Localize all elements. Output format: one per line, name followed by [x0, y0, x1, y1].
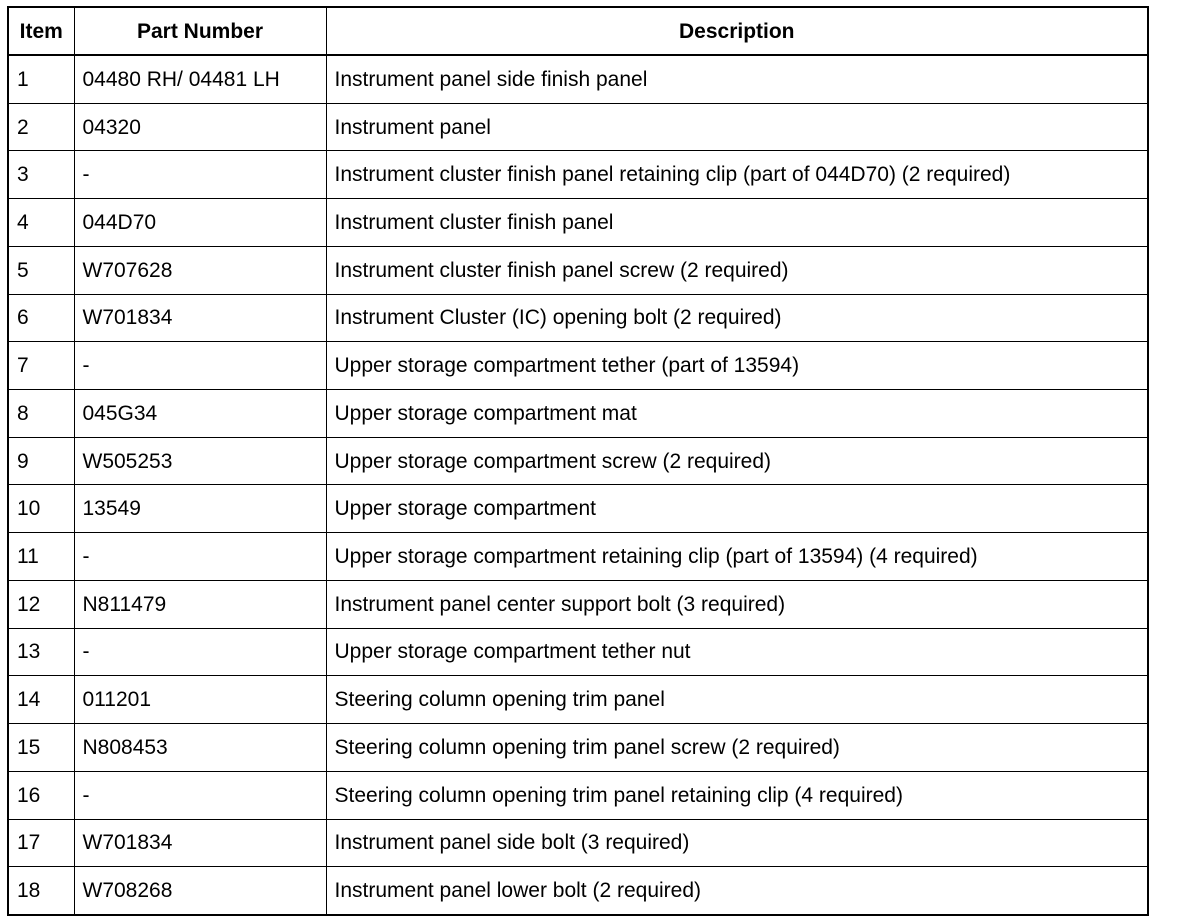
- header-part-number: Part Number: [74, 7, 326, 55]
- description-cell: Upper storage compartment retaining clip (part of 13594) (4 required): [326, 533, 1148, 581]
- table-row: [8, 342, 1148, 390]
- item-cell: 4: [8, 199, 74, 247]
- part-number-cell: 04480 RH/ 04481 LH: [74, 55, 326, 103]
- part-number-cell: W701834: [74, 294, 326, 342]
- header-description: Description: [326, 7, 1148, 55]
- part-number-cell: -: [74, 342, 326, 390]
- item-cell: 8: [8, 390, 74, 438]
- description-cell: Steering column opening trim panel screw (2 required): [326, 724, 1148, 772]
- item-cell: 15: [8, 724, 74, 772]
- item-cell: 9: [8, 437, 74, 485]
- table-row: [8, 294, 1148, 342]
- table-row: [8, 151, 1148, 199]
- item-cell: 12: [8, 580, 74, 628]
- table-row: [8, 199, 1148, 247]
- part-number-cell: 13549: [74, 485, 326, 533]
- table-row: [8, 676, 1148, 724]
- part-number-cell: -: [74, 771, 326, 819]
- part-number-cell: N808453: [74, 724, 326, 772]
- table-row: [8, 771, 1148, 819]
- part-number-cell: -: [74, 628, 326, 676]
- part-number-cell: -: [74, 533, 326, 581]
- part-number-cell: 011201: [74, 676, 326, 724]
- table-row: [8, 103, 1148, 151]
- table-row: [8, 437, 1148, 485]
- part-number-cell: W701834: [74, 819, 326, 867]
- item-cell: 17: [8, 819, 74, 867]
- part-number-cell: 04320: [74, 103, 326, 151]
- parts-table: [7, 6, 1149, 916]
- description-cell: Instrument panel side finish panel: [326, 55, 1148, 103]
- description-cell: Steering column opening trim panel: [326, 676, 1148, 724]
- part-number-cell: N811479: [74, 580, 326, 628]
- table-row: [8, 485, 1148, 533]
- item-cell: 10: [8, 485, 74, 533]
- table-row: [8, 867, 1148, 915]
- description-cell: Instrument panel center support bolt (3 required): [326, 580, 1148, 628]
- table-row: [8, 628, 1148, 676]
- description-cell: Upper storage compartment tether nut: [326, 628, 1148, 676]
- item-cell: 11: [8, 533, 74, 581]
- description-cell: Instrument panel lower bolt (2 required): [326, 867, 1148, 915]
- item-cell: 16: [8, 771, 74, 819]
- description-cell: Upper storage compartment tether (part of 13594): [326, 342, 1148, 390]
- table-header: [8, 7, 1148, 55]
- table-row: [8, 55, 1148, 103]
- table-row: [8, 390, 1148, 438]
- table-row: [8, 533, 1148, 581]
- part-number-cell: W505253: [74, 437, 326, 485]
- part-number-cell: W708268: [74, 867, 326, 915]
- item-cell: 2: [8, 103, 74, 151]
- description-cell: Steering column opening trim panel retaining clip (4 required): [326, 771, 1148, 819]
- description-cell: Instrument cluster finish panel retaining clip (part of 044D70) (2 required): [326, 151, 1148, 199]
- header-item: Item: [8, 7, 74, 55]
- item-cell: 3: [8, 151, 74, 199]
- description-cell: Instrument cluster finish panel: [326, 199, 1148, 247]
- item-cell: 6: [8, 294, 74, 342]
- table-row: [8, 246, 1148, 294]
- item-cell: 7: [8, 342, 74, 390]
- part-number-cell: 045G34: [74, 390, 326, 438]
- description-cell: Upper storage compartment screw (2 required): [326, 437, 1148, 485]
- part-number-cell: 044D70: [74, 199, 326, 247]
- item-cell: 1: [8, 55, 74, 103]
- table-body: [8, 55, 1148, 915]
- part-number-cell: -: [74, 151, 326, 199]
- description-cell: Instrument panel side bolt (3 required): [326, 819, 1148, 867]
- part-number-cell: W707628: [74, 246, 326, 294]
- description-cell: Upper storage compartment: [326, 485, 1148, 533]
- item-cell: 5: [8, 246, 74, 294]
- item-cell: 18: [8, 867, 74, 915]
- description-cell: Instrument panel: [326, 103, 1148, 151]
- description-cell: Instrument Cluster (IC) opening bolt (2 required): [326, 294, 1148, 342]
- header-row: [8, 7, 1148, 55]
- item-cell: 14: [8, 676, 74, 724]
- item-cell: 13: [8, 628, 74, 676]
- description-cell: Upper storage compartment mat: [326, 390, 1148, 438]
- table-row: [8, 724, 1148, 772]
- table-row: [8, 819, 1148, 867]
- table-row: [8, 580, 1148, 628]
- description-cell: Instrument cluster finish panel screw (2 required): [326, 246, 1148, 294]
